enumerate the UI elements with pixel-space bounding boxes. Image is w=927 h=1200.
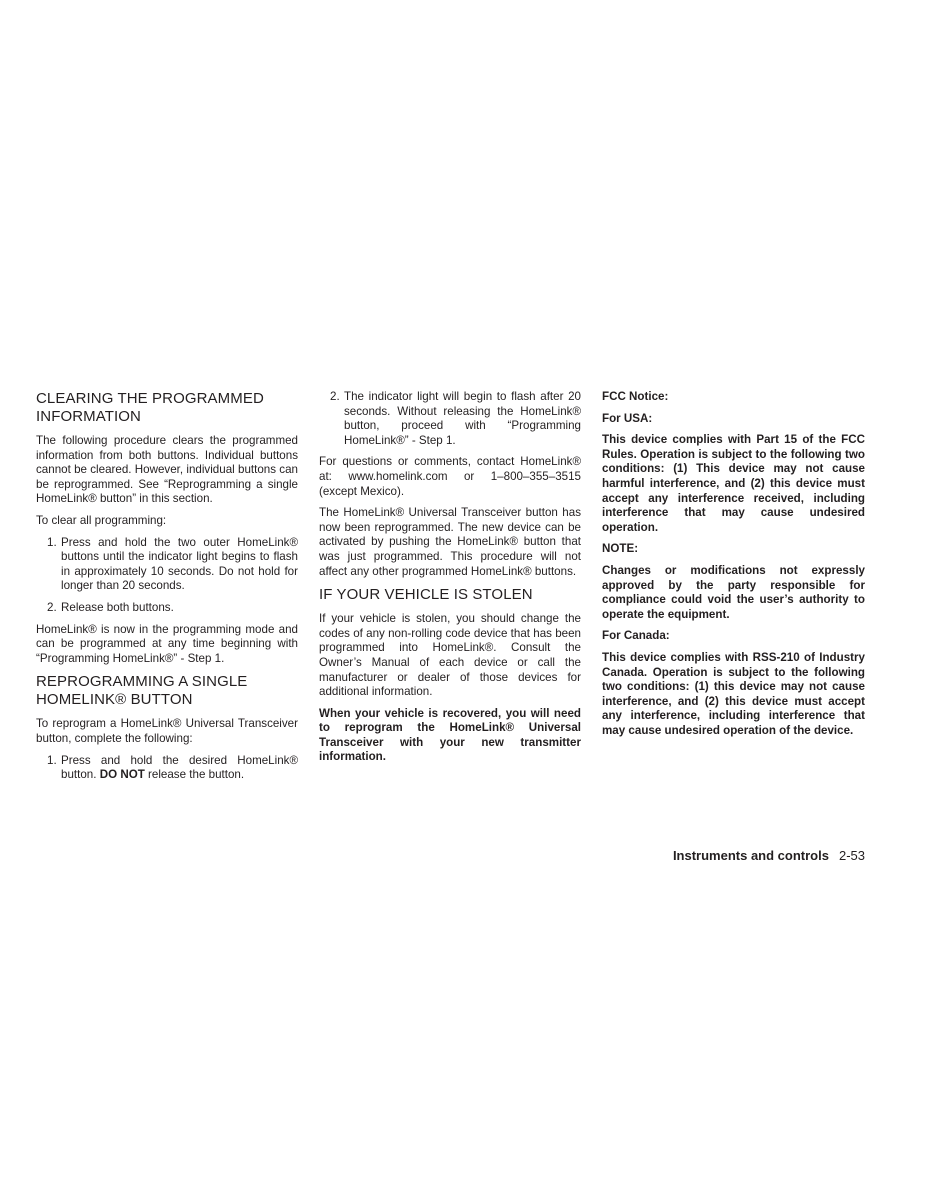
right-column xyxy=(602,390,865,745)
heading-reprogramming-single-button: REPROGRAMMING A SINGLE HOMELINK® BUTTON xyxy=(36,673,248,709)
note-label: NOTE: xyxy=(602,542,639,556)
section-title: Instruments and controls xyxy=(672,848,829,863)
for-canada-label: For Canada: xyxy=(602,629,670,643)
paragraph-clearing-intro: The following procedure clears the programmed information from both buttons. Individual buttons cannot be cleared. However, individual buttons can be reprogrammed. See “Reprogramming a single HomeLink® button” in this section. xyxy=(36,434,298,506)
fcc-notice-label: FCC Notice: xyxy=(602,390,669,403)
list-item-clear-step-2 xyxy=(36,601,298,616)
do-not-emphasis: DO NOT xyxy=(99,768,145,782)
list-item-clear-step-1 xyxy=(36,536,298,594)
paragraph-contact-homelink: For questions or comments, contact HomeLink® at: www.homelink.com or 1–800–355–3515 (except Mexico). xyxy=(319,455,581,498)
middle-column xyxy=(319,390,581,772)
for-usa-label: For USA: xyxy=(602,411,653,425)
step-number: 1. xyxy=(47,753,57,767)
heading-clearing-programmed-information: CLEARING THE PROGRAMMED INFORMATION xyxy=(36,390,264,425)
usa-compliance-text: This device complies with Part 15 of the FCC Rules. Operation is subject to the following two conditions: (1) This device may not cause harmful interference, and (2) this device must accept any interference received, including interference that may cause undesired operation. xyxy=(602,433,865,534)
paragraph-reprogram-intro: To reprogram a HomeLink® Universal Transceiver button, complete the following: xyxy=(36,717,298,745)
paragraph-programming-mode: HomeLink® is now in the programming mode and can be programmed at any time beginning with “Programming HomeLink®” - Step 1. xyxy=(36,622,298,665)
step-text: Press and hold the desired HomeLink® button. DO NOT release the button. xyxy=(61,753,298,782)
page-number: 2-53 xyxy=(838,848,865,863)
step-text: Press and hold the two outer HomeLink® buttons until the indicator light begins to flash in approximately 10 seconds. Do not hold for longer than 20 seconds. xyxy=(61,535,298,593)
list-item-reprogram-step-1 xyxy=(36,754,298,783)
paragraph-vehicle-recovered: When your vehicle is recovered, you will need to reprogram the HomeLink® Universal Transceiver with your new transmitter information. xyxy=(319,706,581,764)
note-text: Changes or modifications not expressly approved by the party responsible for compliance could void the user’s authority to operate the equipment. xyxy=(602,563,865,621)
step-text: Release both buttons. xyxy=(61,600,174,614)
heading-vehicle-stolen: IF YOUR VEHICLE IS STOLEN xyxy=(319,586,533,604)
list-item-reprogram-step-2 xyxy=(319,390,581,448)
step-text: The indicator light will begin to flash after 20 seconds. Without releasing the HomeLink® button, proceed with “Programming HomeLink®” - Step 1. xyxy=(344,390,581,447)
canada-compliance-text: This device complies with RSS-210 of Industry Canada. Operation is subject to the following two conditions: (1) this device may not cause interference, and (2) this device must accept any interference, including interference that may cause undesired operation of the device. xyxy=(602,650,865,737)
paragraph-reprogrammed: The HomeLink® Universal Transceiver button has now been reprogrammed. The new device can be activated by pushing the HomeLink® button that was just programmed. This procedure will not affect any other programmed HomeLink® buttons. xyxy=(319,506,581,578)
step-number: 2. xyxy=(330,390,340,403)
step-number: 2. xyxy=(47,600,57,614)
paragraph-to-clear: To clear all programming: xyxy=(36,513,167,527)
page-footer xyxy=(673,848,865,864)
step-number: 1. xyxy=(47,535,57,549)
paragraph-vehicle-stolen: If your vehicle is stolen, you should change the codes of any non-rolling code device that has been programmed into HomeLink®. Consult the Owner’s Manual of each device or call the manufacturer or dealer of those devices for additional information. xyxy=(319,612,581,699)
left-column xyxy=(36,390,298,790)
